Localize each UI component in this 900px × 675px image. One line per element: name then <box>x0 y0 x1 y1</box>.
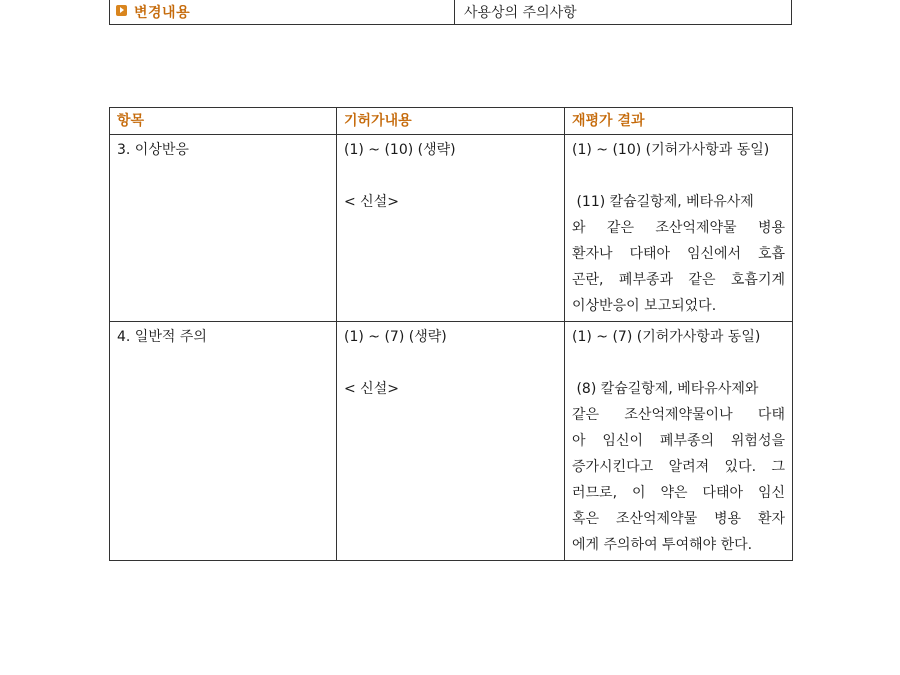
header-label-cell <box>110 0 455 24</box>
original-first-text: (1) ~ (10) (생략) <box>344 142 456 158</box>
result-line: 아 임신이 폐부종의 위험성을 <box>572 433 785 449</box>
original-new-text: < 신설> <box>344 381 399 397</box>
header-value-cell <box>455 0 791 24</box>
row-result-cell <box>565 135 793 322</box>
original-first-text: (1) ~ (7) (생략) <box>344 329 447 345</box>
row-original-cell <box>337 322 565 561</box>
result-line: 증가시킨다고 알려져 있다. 그 <box>572 459 785 475</box>
row-original-cell <box>337 135 565 322</box>
result-line: 와 같은 조산억제약물 병용 <box>572 220 785 236</box>
comparison-table <box>109 107 793 561</box>
table-row <box>110 322 793 561</box>
column-header-original: 기허가내용 <box>337 108 565 135</box>
table-row <box>110 135 793 322</box>
result-line: 러므로, 이 약은 다태아 임신 <box>572 485 785 501</box>
column-header-result: 재평가 결과 <box>565 108 793 135</box>
change-content-header <box>109 0 792 25</box>
header-value: 사용상의 주의사항 <box>464 5 577 21</box>
result-line: (8) 칼슘길항제, 베타유사제와 <box>572 381 759 397</box>
bullet-arrow-icon <box>116 5 127 16</box>
row-item-label: 4. 일반적 주의 <box>117 329 207 345</box>
row-item-label: 3. 이상반응 <box>117 142 189 158</box>
result-line: 이상반응이 보고되었다. <box>572 298 717 314</box>
result-line: 환자나 다태아 임신에서 호흡 <box>572 246 785 262</box>
table-header-row <box>110 108 793 135</box>
result-line: 혹은 조산억제약물 병용 환자 <box>572 511 785 527</box>
result-line: (11) 칼슘길항제, 베타유사제 <box>572 194 754 210</box>
result-first-text: (1) ~ (10) (기허가사항과 동일) <box>572 142 770 158</box>
result-first-text: (1) ~ (7) (기허가사항과 동일) <box>572 329 761 345</box>
row-result-cell <box>565 322 793 561</box>
row-item-cell <box>110 135 337 322</box>
row-item-cell <box>110 322 337 561</box>
result-line: 에게 주의하여 투여해야 한다. <box>572 537 753 553</box>
original-new-text: < 신설> <box>344 194 399 210</box>
header-label: 변경내용 <box>134 5 191 21</box>
result-line: 같은 조산억제약물이나 다태 <box>572 407 785 423</box>
result-line: 곤란, 폐부종과 같은 호흡기계 <box>572 272 785 288</box>
column-header-item: 항목 <box>110 108 337 135</box>
